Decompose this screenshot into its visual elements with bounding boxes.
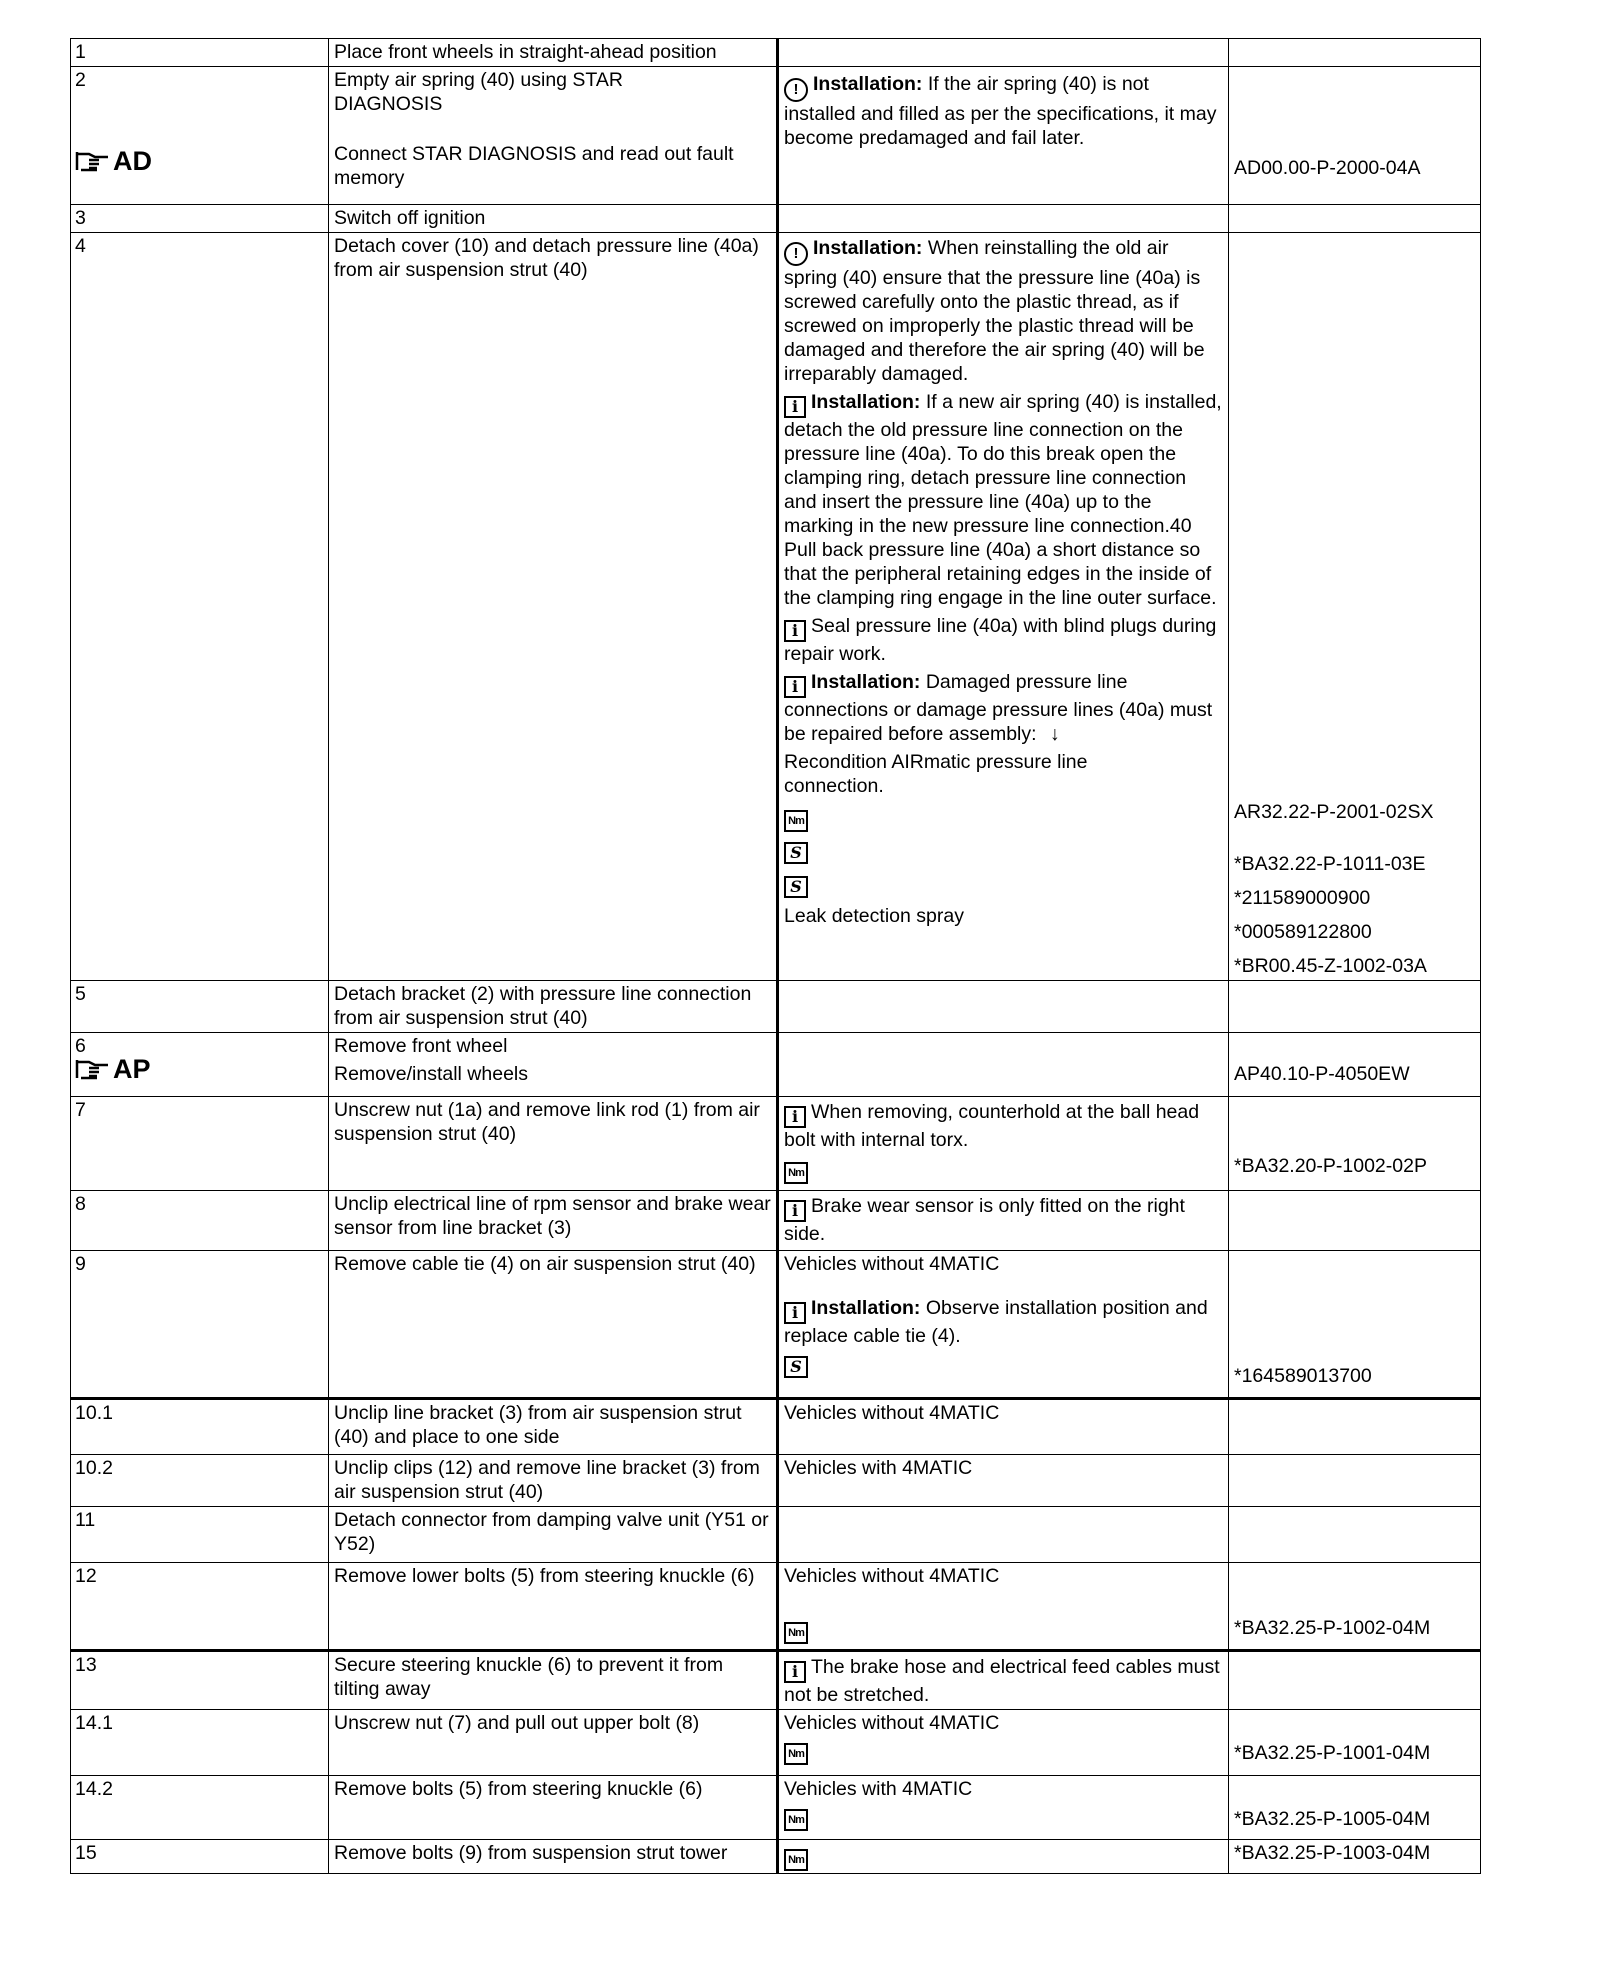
note-text: Seal pressure line (40a) with blind plugs during repair work. <box>784 615 1217 665</box>
warning-icon: ! <box>784 242 808 266</box>
step-description: Remove bolts (5) from steering knuckle (6) <box>329 1776 778 1840</box>
step-number: 8 <box>71 1191 329 1251</box>
info-icon: i <box>784 1200 806 1222</box>
step-number: 1 <box>71 39 329 67</box>
step-notes <box>778 1563 1229 1651</box>
warning-icon: ! <box>784 78 808 102</box>
special-tool-icon: S <box>784 876 808 898</box>
pointing-hand-icon <box>75 148 109 174</box>
step-description: Unclip line bracket (3) from air suspension strut (40) and place to one side <box>329 1399 778 1455</box>
step-description-text: Detach cover (10) and detach pressure line (40a) from air suspension strut (40) <box>334 235 759 281</box>
info-icon: i <box>784 396 806 418</box>
step-reference <box>1229 1097 1481 1191</box>
vehicle-variant: Vehicles with 4MATIC <box>784 1778 973 1800</box>
table-row <box>71 1776 1481 1840</box>
torque-icon: Nm <box>784 810 808 832</box>
note-text: Damaged pressure line connections or damage pressure lines (40a) must be repaired before assembly: <box>784 671 1213 745</box>
document-reference-link[interactable]: *000589122800 <box>1234 921 1372 943</box>
step-number: 7 <box>71 1097 329 1191</box>
procedure-table <box>70 38 1481 1874</box>
note-text: Brake wear sensor is only fitted on the right side. <box>784 1195 1185 1245</box>
table-row <box>71 1710 1481 1776</box>
pointing-hand-icon <box>75 1056 109 1082</box>
torque-icon: Nm <box>784 1162 808 1184</box>
document-reference-link[interactable]: *BA32.25-P-1005-04M <box>1234 1808 1431 1830</box>
vehicle-variant: Vehicles without 4MATIC <box>784 1712 1000 1734</box>
step-notes <box>778 981 1229 1033</box>
torque-icon: Nm <box>784 1849 808 1871</box>
note-text: If the air spring (40) is not installed and filled as per the specifications, it may become predamaged and fail later. <box>784 73 1217 149</box>
document-reference-link[interactable]: *164589013700 <box>1234 1365 1372 1387</box>
table-row <box>71 233 1481 981</box>
note-text: If a new air spring (40) is installed, detach the old pressure line connection on the pressure line (40a). To do this break open the clamping ring, detach pressure line connection and insert the pressure line (40a) up to the marking in the new pressure line connection.40 Pull back pressure line (40a) a short distance so that the peripheral retaining edges in the inside of the clamping ring engage in the line outer surface. <box>784 391 1222 609</box>
step-notes <box>778 233 1229 981</box>
note-label: Installation: <box>811 391 921 413</box>
step-notes <box>778 39 1229 67</box>
installation-note <box>784 236 1224 386</box>
table-row <box>71 981 1481 1033</box>
info-icon: i <box>784 1302 806 1324</box>
step-reference <box>1229 1033 1481 1097</box>
step-description: Remove bolts (9) from suspension strut tower <box>329 1840 778 1874</box>
step-description-line: Connect STAR DIAGNOSIS and read out fault memory <box>334 143 734 189</box>
step-notes <box>778 1191 1229 1251</box>
step-notes <box>778 1710 1229 1776</box>
step-number: 2 <box>75 69 86 91</box>
document-reference-link[interactable]: AD00.00-P-2000-04A <box>1234 157 1421 179</box>
step-cell <box>71 1033 329 1097</box>
reference-code: AD <box>113 146 152 176</box>
torque-icon: Nm <box>784 1809 808 1831</box>
table-row <box>71 1507 1481 1563</box>
note-label: Installation: <box>813 73 923 95</box>
step-reference <box>1229 1251 1481 1399</box>
step-number: 3 <box>71 205 329 233</box>
step-description: Detach bracket (2) with pressure line connection from air suspension strut (40) <box>329 981 778 1033</box>
document-reference-link[interactable]: *211589000900 <box>1234 887 1371 909</box>
arrow-down-icon: ↓ <box>1049 723 1060 745</box>
step-number: 10.1 <box>71 1399 329 1455</box>
step-notes <box>778 1507 1229 1563</box>
table-row <box>71 1455 1481 1507</box>
step-notes <box>778 1033 1229 1097</box>
step-description: Unclip clips (12) and remove line bracket (3) from air suspension strut (40) <box>329 1455 778 1507</box>
step-reference <box>1229 39 1481 67</box>
installation-note <box>784 670 1224 746</box>
table-row <box>71 205 1481 233</box>
step-number: 14.1 <box>71 1710 329 1776</box>
step-reference <box>1229 1776 1481 1840</box>
vehicle-variant: Vehicles without 4MATIC <box>784 1565 1000 1587</box>
step-notes <box>778 1776 1229 1840</box>
document-reference-link[interactable]: AR32.22-P-2001-02SX <box>1234 801 1434 823</box>
info-icon: i <box>784 1106 806 1128</box>
document-reference-link[interactable]: AP40.10-P-4050EW <box>1234 1063 1410 1085</box>
step-reference <box>1229 1455 1481 1507</box>
step-description <box>329 1033 778 1097</box>
step-reference <box>1229 1191 1481 1251</box>
reference-code: AP <box>113 1054 151 1084</box>
note-label: Installation: <box>811 1297 921 1319</box>
note-text: Observe installation position and replace cable tie (4). <box>784 1297 1208 1347</box>
torque-icon: Nm <box>784 1622 808 1644</box>
step-description <box>329 67 778 205</box>
note-label: Installation: <box>813 237 923 259</box>
note-label: Installation: <box>811 671 921 693</box>
step-description: Secure steering knuckle (6) to prevent it from tilting away <box>329 1651 778 1710</box>
step-reference <box>1229 205 1481 233</box>
repair-instruction-sheet <box>70 38 1480 1874</box>
step-description: Unscrew nut (7) and pull out upper bolt (8) <box>329 1710 778 1776</box>
vehicle-variant: Vehicles without 4MATIC <box>784 1253 1000 1275</box>
vehicle-variant: Vehicles without 4MATIC <box>778 1399 1229 1455</box>
step-number: 4 <box>71 233 329 981</box>
repair-note <box>784 614 1224 666</box>
step-number: 14.2 <box>71 1776 329 1840</box>
special-tool-icon: S <box>784 1356 808 1378</box>
step-notes <box>778 67 1229 205</box>
step-description: Switch off ignition <box>329 205 778 233</box>
step-number: 12 <box>71 1563 329 1651</box>
step-description: Detach connector from damping valve unit (Y51 or Y52) <box>329 1507 778 1563</box>
table-row <box>71 1097 1481 1191</box>
vehicle-variant: Vehicles with 4MATIC <box>778 1455 1229 1507</box>
step-reference <box>1229 233 1481 981</box>
special-tool-icon: S <box>784 842 808 864</box>
document-reference-link[interactable]: *BA32.25-P-1002-04M <box>1234 1617 1431 1639</box>
step-reference <box>1229 1563 1481 1651</box>
note-text: The brake hose and electrical feed cables must not be stretched. <box>784 1656 1220 1706</box>
consumable-text: Leak detection spray <box>784 905 964 927</box>
step-description-line: Remove/install wheels <box>334 1063 529 1085</box>
document-reference-link[interactable]: *BA32.25-P-1001-04M <box>1234 1742 1431 1764</box>
step-reference <box>1229 1399 1481 1455</box>
step-number: 6 <box>75 1035 86 1057</box>
torque-icon: Nm <box>784 1743 808 1765</box>
step-notes <box>778 1097 1229 1191</box>
table-row <box>71 1651 1481 1710</box>
step-number: 13 <box>71 1651 329 1710</box>
step-cell <box>71 67 329 205</box>
step-number: 9 <box>71 1251 329 1399</box>
document-reference-link[interactable]: *BR00.45-Z-1002-03A <box>1234 955 1427 977</box>
step-number: 10.2 <box>71 1455 329 1507</box>
step-notes <box>778 1251 1229 1399</box>
document-reference-link[interactable]: *BA32.25-P-1003-04M <box>1229 1840 1481 1874</box>
document-reference-link[interactable] <box>75 144 324 178</box>
info-icon: i <box>784 1661 806 1683</box>
note-text: When reinstalling the old air spring (40) ensure that the pressure line (40a) is screwed carefully onto the plastic thread, as if screwed on improperly the plastic thread will be damaged and therefore the air spring (40) will be irreparably damaged. <box>784 237 1205 385</box>
step-number: 15 <box>71 1840 329 1874</box>
table-row <box>71 39 1481 67</box>
table-row <box>71 1563 1481 1651</box>
info-icon: i <box>784 620 806 642</box>
table-row <box>71 1251 1481 1399</box>
table-row <box>71 1840 1481 1874</box>
step-description: Remove lower bolts (5) from steering knuckle (6) <box>329 1563 778 1651</box>
step-reference <box>1229 1651 1481 1710</box>
document-reference-link[interactable]: *BA32.22-P-1011-03E <box>1234 853 1426 875</box>
table-row <box>71 1399 1481 1455</box>
step-description-line: Remove front wheel <box>334 1035 508 1057</box>
step-reference <box>1229 67 1481 205</box>
document-reference-link[interactable] <box>75 1052 324 1086</box>
step-reference <box>1229 1507 1481 1563</box>
table-row <box>71 1191 1481 1251</box>
step-notes <box>778 1840 1229 1874</box>
document-reference-link[interactable]: *BA32.20-P-1002-02P <box>1234 1155 1427 1177</box>
step-reference <box>1229 1710 1481 1776</box>
step-description-line: Empty air spring (40) using STAR DIAGNOSIS <box>334 69 623 115</box>
note-text: When removing, counterhold at the ball head bolt with internal torx. <box>784 1101 1200 1151</box>
step-notes <box>778 1651 1229 1710</box>
step-description: Unclip electrical line of rpm sensor and brake wear sensor from line bracket (3) <box>329 1191 778 1251</box>
step-description <box>329 233 778 981</box>
recondition-text: Recondition AIRmatic pressure line connection. <box>784 751 1088 797</box>
table-row <box>71 67 1481 205</box>
installation-note <box>784 390 1224 610</box>
info-icon: i <box>784 676 806 698</box>
step-description: Remove cable tie (4) on air suspension strut (40) <box>329 1251 778 1399</box>
table-row <box>71 1033 1481 1097</box>
step-description: Unscrew nut (1a) and remove link rod (1) from air suspension strut (40) <box>329 1097 778 1191</box>
step-description: Place front wheels in straight-ahead position <box>329 39 778 67</box>
step-notes <box>778 205 1229 233</box>
step-number: 11 <box>71 1507 329 1563</box>
step-number: 5 <box>71 981 329 1033</box>
step-reference <box>1229 981 1481 1033</box>
